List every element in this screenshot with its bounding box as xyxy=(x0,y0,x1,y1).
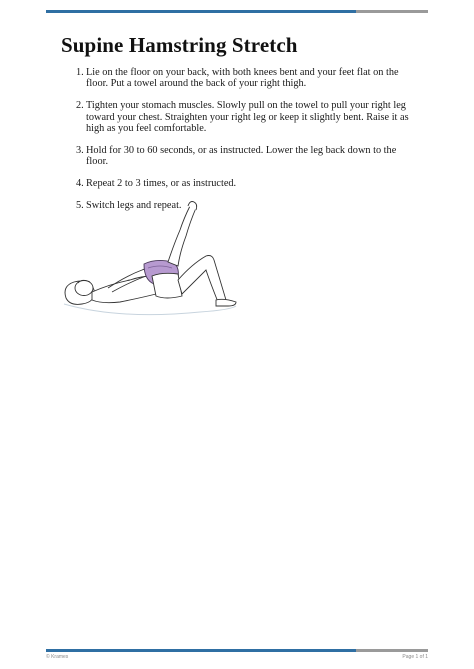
step-text: Tighten your stomach muscles. Slowly pull on the towel to pull your right leg toward your chest. Straighten your right leg or keep it slightly bent. Raise it as high as you feel comfortable. xyxy=(86,100,409,135)
footer-rule xyxy=(46,649,428,652)
page-indicator: Page 1 of 1 xyxy=(402,654,428,660)
copyright-text: © Krames xyxy=(46,654,69,660)
bent-leg xyxy=(178,256,226,303)
list-item xyxy=(76,100,416,134)
list-item xyxy=(76,178,416,189)
floor-shadow xyxy=(64,304,236,315)
step-text: Switch legs and repeat. xyxy=(86,200,182,212)
header-rule-gray xyxy=(356,10,428,13)
raised-leg xyxy=(168,206,196,266)
list-item xyxy=(76,145,416,168)
header-rule-accent xyxy=(46,10,356,13)
step-text: Lie on the floor on your back, with both knees bent and your feet flat on the floor. Put a towel around the back of your right thigh. xyxy=(86,67,399,90)
instruction-list xyxy=(76,67,416,222)
step-number: 5. xyxy=(76,200,84,212)
list-item xyxy=(76,67,416,90)
supine-hamstring-stretch-illustration xyxy=(60,200,240,322)
step-text: Hold for 30 to 60 seconds, or as instructed. Lower the leg back down to the floor. xyxy=(86,145,397,168)
header-rule xyxy=(46,10,428,13)
floor-foot xyxy=(216,299,236,306)
torso xyxy=(92,276,156,303)
step-number: 1. xyxy=(76,67,84,78)
step-number: 2. xyxy=(76,100,84,112)
hips xyxy=(152,273,182,298)
footer-rule-accent xyxy=(46,649,356,652)
step-text: Repeat 2 to 3 times, or as instructed. xyxy=(86,178,237,190)
page-title: Supine Hamstring Stretch xyxy=(61,33,298,57)
footer-rule-gray xyxy=(356,649,428,652)
step-number: 4. xyxy=(76,178,84,190)
step-number: 3. xyxy=(76,145,84,157)
